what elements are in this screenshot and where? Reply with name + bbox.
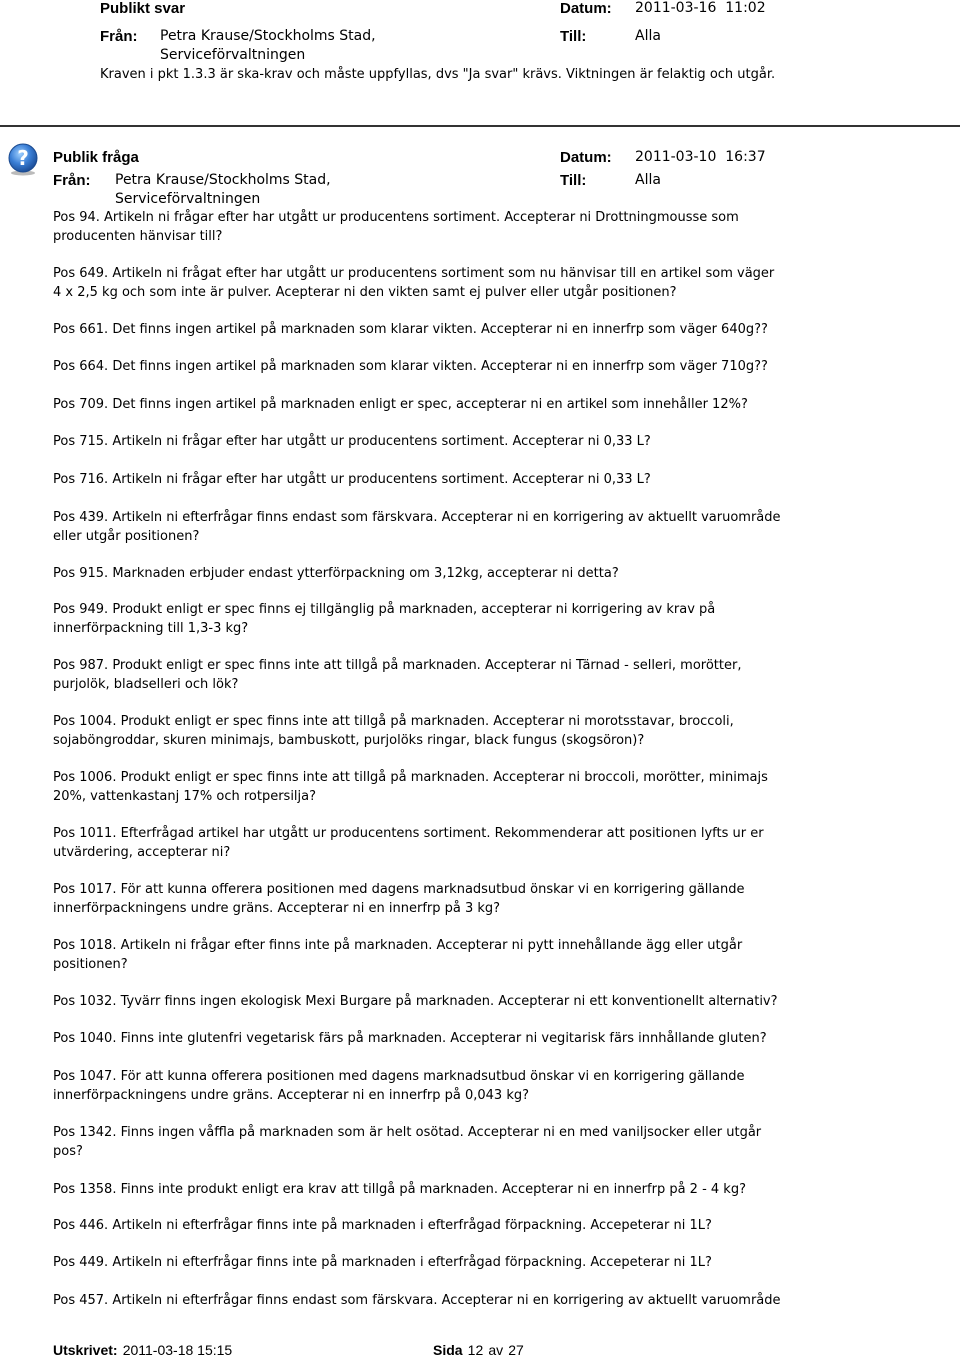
question-paragraph: Pos 439. Artikeln ni efterfrågar finns endast som färskvara. Accepterar ni en korrigering av aktuellt varuområde eller utgår positionen? <box>53 510 781 544</box>
question-paragraph: Pos 987. Produkt enligt er spec finns inte att tillgå på marknaden. Accepterar ni Tärnad - selleri, morötter, purjolök, bladselleri och lök? <box>53 658 742 692</box>
question-paragraph: Pos 1047. För att kunna offerera positionen med dagens marknadsutbud önskar vi en korrigering gällande innerförpackningens undre gräns. Accepterar ni en innerfrp på 0,043 kg? <box>53 1069 745 1103</box>
svg-text:?: ? <box>17 146 29 170</box>
footer-page-of: av <box>488 1342 504 1358</box>
footer-printed-value: 2011-03-18 15:15 <box>122 1342 233 1358</box>
question-paragraph: Pos 457. Artikeln ni efterfrågar finns endast som färskvara. Accepterar ni en korrigering av aktuellt varuområde <box>53 1293 781 1308</box>
answer-from-line1: Petra Krause/Stockholms Stad, <box>160 28 376 44</box>
footer-printed <box>53 1340 232 1359</box>
help-question-icon <box>6 142 40 176</box>
question-paragraph: Pos 1342. Finns ingen våffla på marknaden som är helt osötad. Accepterar ni en med vaniljsocker eller utgår pos? <box>53 1125 762 1159</box>
question-paragraph: Pos 1011. Efterfrågad artikel har utgått ur producentens sortiment. Rekommenderar att positionen lyfts ur er utvärdering, accepterar ni? <box>53 826 764 860</box>
question-from-line2: Serviceförvaltningen <box>115 191 261 207</box>
answer-datum-value: 2011-03-16 11:02 <box>635 0 766 16</box>
answer-title: Publikt svar <box>100 0 186 17</box>
question-paragraph: Pos 449. Artikeln ni efterfrågar finns inte på marknaden i efterfrågad förpackning. Accepeterar ni 1L? <box>53 1255 712 1270</box>
question-paragraph: Pos 915. Marknaden erbjuder endast ytterförpackning om 3,12kg, accepterar ni detta? <box>53 566 619 581</box>
question-to-label: Till: <box>560 172 587 189</box>
footer-page-label: Sida <box>433 1342 463 1358</box>
question-from-label: Från: <box>53 172 91 189</box>
question-paragraph: Pos 716. Artikeln ni frågar efter har utgått ur producentens sortiment. Accepterar ni 0,33 L? <box>53 472 651 487</box>
question-to-value: Alla <box>635 172 661 188</box>
question-from-line1: Petra Krause/Stockholms Stad, <box>115 172 331 188</box>
answer-body: Kraven i pkt 1.3.3 är ska-krav och måste uppfyllas, dvs "Ja svar" krävs. Viktningen är felaktig och utgår. <box>100 67 776 82</box>
question-paragraph: Pos 661. Det finns ingen artikel på marknaden som klarar vikten. Accepterar ni en innerfrp som väger 640g?? <box>53 322 768 337</box>
answer-from-label: Från: <box>100 28 138 45</box>
question-paragraph: Pos 1004. Produkt enligt er spec finns inte att tillgå på marknaden. Accepterar ni morotsstavar, broccoli, sojaböngroddar, skuren minimajs, bambuskott, purjolöks ringar, black fungus (skogsöron)? <box>53 714 734 748</box>
question-paragraph: Pos 709. Det finns ingen artikel på marknaden enligt er spec, accepterar ni en artikel som innehåller 12%? <box>53 397 748 412</box>
footer-page-total: 27 <box>508 1342 524 1358</box>
question-datum-label: Datum: <box>560 149 612 166</box>
question-paragraph: Pos 949. Produkt enligt er spec finns ej tillgänglig på marknaden, accepterar ni korrigering av krav på innerförpackning till 1,3-3 kg? <box>53 602 716 636</box>
answer-to-value: Alla <box>635 28 661 44</box>
section-divider <box>0 125 960 127</box>
footer-page-number <box>433 1340 524 1359</box>
question-paragraph: Pos 1032. Tyvärr finns ingen ekologisk Mexi Burgare på marknaden. Accepterar ni ett konventionellt alternativ? <box>53 994 778 1009</box>
question-paragraph: Pos 446. Artikeln ni efterfrågar finns inte på marknaden i efterfrågad förpackning. Accepeterar ni 1L? <box>53 1218 712 1233</box>
question-datum-value: 2011-03-10 16:37 <box>635 149 766 165</box>
question-paragraph: Pos 1358. Finns inte produkt enligt era krav att tillgå på marknaden. Accepterar ni en innerfrp på 2 - 4 kg? <box>53 1182 746 1197</box>
question-paragraph: Pos 1017. För att kunna offerera positionen med dagens marknadsutbud önskar vi en korrigering gällande innerförpackningens undre gräns. Accepterar ni en innerfrp på 3 kg? <box>53 882 745 916</box>
question-paragraph: Pos 1006. Produkt enligt er spec finns inte att tillgå på marknaden. Accepterar ni broccoli, morötter, minimajs 20%, vattenkastanj 17% och rotpersilja? <box>53 770 768 804</box>
question-paragraph: Pos 649. Artikeln ni frågat efter har utgått ur producentens sortiment som nu hänvisar till en artikel som väger 4 x 2,5 kg och som inte är pulver. Acepterar ni den vikten samt ej pulver eller utgår positionen? <box>53 266 775 300</box>
answer-datum-label: Datum: <box>560 0 612 17</box>
question-paragraph: Pos 1018. Artikeln ni frågar efter finns inte på marknaden. Accepterar ni pytt innehållande ägg eller utgår positionen? <box>53 938 743 972</box>
answer-from-line2: Serviceförvaltningen <box>160 47 306 63</box>
question-title: Publik fråga <box>53 149 139 166</box>
question-paragraph: Pos 94. Artikeln ni frågar efter har utgått ur producentens sortiment. Accepterar ni Drottningmousse som producenten hänvisar till? <box>53 210 739 244</box>
question-paragraph: Pos 715. Artikeln ni frågar efter har utgått ur producentens sortiment. Accepterar ni 0,33 L? <box>53 434 651 449</box>
answer-to-label: Till: <box>560 28 587 45</box>
question-paragraph: Pos 1040. Finns inte glutenfri vegetarisk färs på marknaden. Accepterar ni vegitarisk färs innhållande gluten? <box>53 1031 767 1046</box>
footer-page-current: 12 <box>467 1342 484 1358</box>
question-paragraph: Pos 664. Det finns ingen artikel på marknaden som klarar vikten. Accepterar ni en innerfrp som väger 710g?? <box>53 359 768 374</box>
footer-printed-label: Utskrivet: <box>53 1342 118 1358</box>
